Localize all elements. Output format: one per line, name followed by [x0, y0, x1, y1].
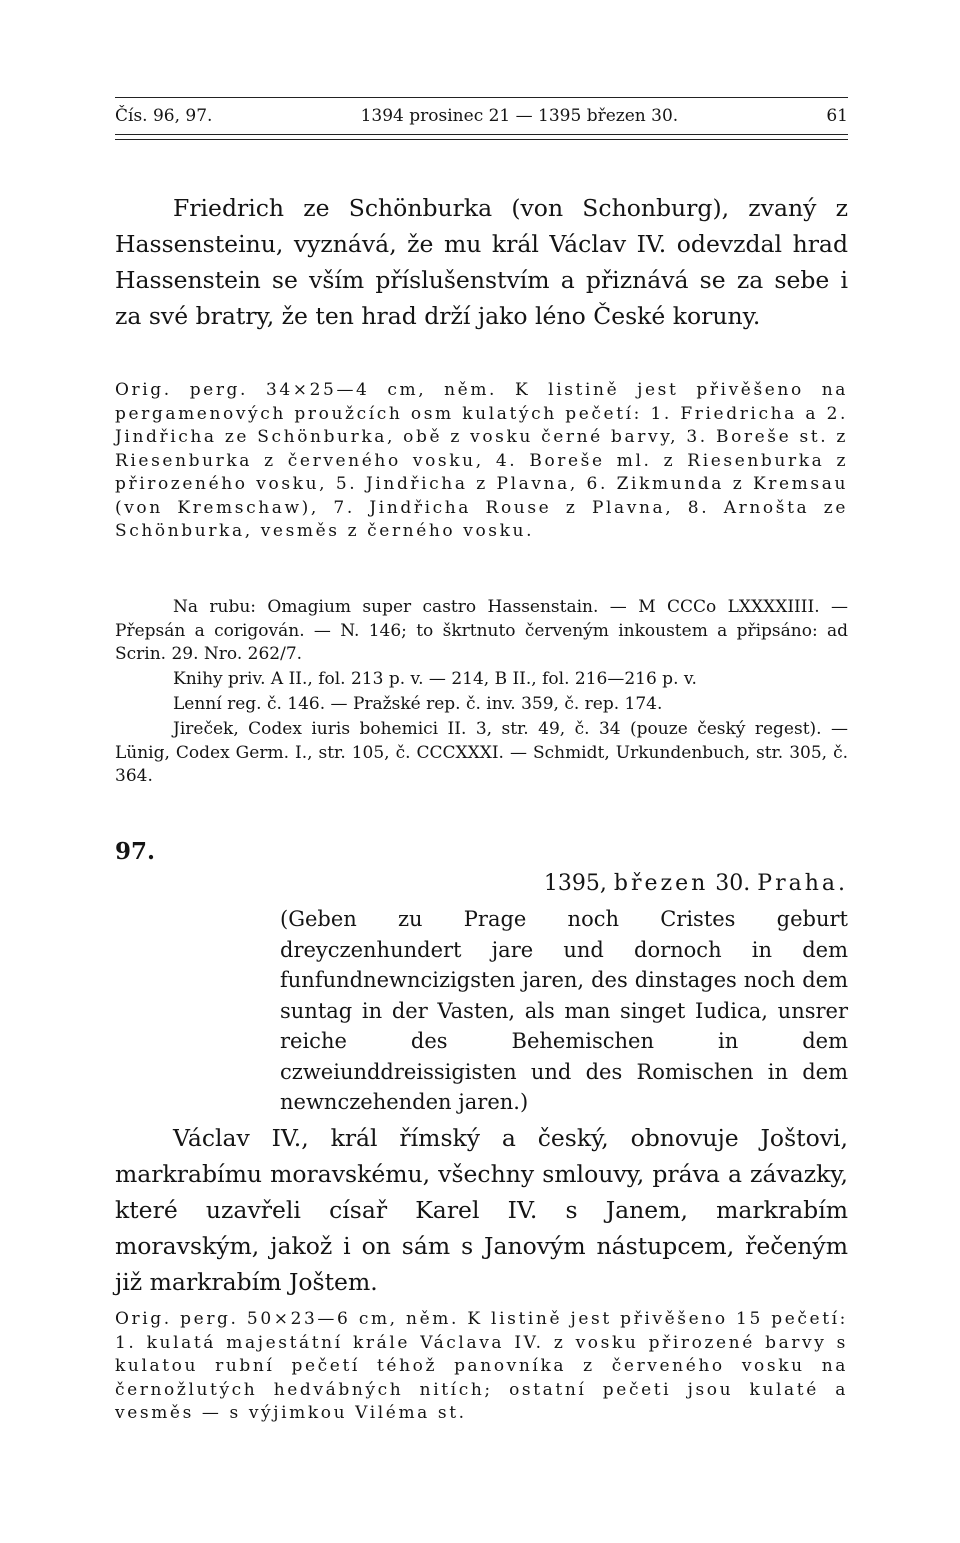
doc96-books-reference: Knihy priv. A II., fol. 213 p. v. — 214, B II., fol. 216—216 p. v. [173, 669, 697, 689]
doc96-literature: Jireček, Codex iuris bohemici II. 3, str. 49, č. 34 (pouze český regest). — Lünig, Codex Germ. I., str. 105, č. CCCXXXI. — Schmidt, Urkundenbuch, str. 305, č. 364. [115, 719, 848, 786]
doc97-place: Praha. [757, 871, 848, 896]
doc97-number: 97. [115, 838, 156, 865]
doc97-regest: Václav IV., král římský a český, obnovuje Joštovi, markrabímu moravskému, všechny smlouvy, práva a závazky, které uzavřeli císař Karel IV. s Janem, markrabím moravským, jakož i on sám s Janovým nástupcem, řečeným již markrabím Joštem. [115, 1124, 848, 1296]
header-document-numbers: Čís. 96, 97. [115, 106, 213, 126]
header-rule-top [115, 97, 848, 98]
doc96-regest: Friedrich ze Schönburka (von Schonburg), zvaný z Hassensteinu, vyznává, že mu král Václav IV. odevzdal hrad Hassenstein se vším příslušenstvím a přiznává se za sebe i za své bratry, že ten hrad drží jako léno České koruny. [115, 194, 848, 330]
header-rule-double [115, 134, 848, 140]
doc97-month: březen [613, 871, 709, 896]
doc97-year: 1395, [543, 871, 607, 896]
page-number: 61 [826, 106, 848, 126]
doc97-day: 30. [715, 871, 751, 896]
header-date-range: 1394 prosinec 21 — 1395 březen 30. [360, 106, 679, 126]
doc97-german-dating: (Geben zu Prage noch Cristes geburt dreyczenhundert jare und dornoch in dem funfundnewncizigsten jaren, des dinstages noch dem suntag in der Vasten, als man singet Iudica, unsrer reiche des Behemischen in dem czweiunddreissigisten und des Romischen in dem newnczehenden jaren.) [280, 907, 848, 1114]
doc96-original-description: Orig. perg. 34×25—4 cm, něm. K listině jest přivěšeno na pergamenových proužcích osm kulatých pečetí: 1. Friedricha a 2. Jindřicha ze Schönburka, obě z vosku černé barvy, 3. Boreše st. z Riesenburka z červeného vosku, 4. Boreše ml. z Riesenburka z přirozeného vosku, 5. Jindřicha z Plavna, 6. Zikmunda z Kremsau (von Kremschaw), 7. Jindřicha Rouse z Plavna, 8. Arnošta ze Schönburka, vesměs z černého vosku. [115, 380, 848, 541]
doc97-date-place [115, 871, 848, 896]
doc96-feudal-register: Lenní reg. č. 146. — Pražské rep. č. inv. 359, č. rep. 174. [173, 694, 663, 714]
doc96-dorse-note: Na rubu: Omagium super castro Hassenstain. — M CCCo LXXXXIIII. — Přepsán a corigován. — N. 146; to škrtnuto červeným inkoustem a připsáno: ad Scrin. 29. Nro. 262/7. [115, 597, 848, 664]
running-head [115, 104, 848, 128]
doc97-original-description: Orig. perg. 50×23—6 cm, něm. K listině jest přivěšeno 15 pečetí: 1. kulatá majestátní krále Václava IV. z vosku přirozené barvy s kulatou rubní pečetí téhož panovníka z červeného vosku na černožlutých hedvábných nitích; ostatní pečeti jsou kulaté a vesměs — s výjimkou Viléma st. [115, 1309, 848, 1423]
